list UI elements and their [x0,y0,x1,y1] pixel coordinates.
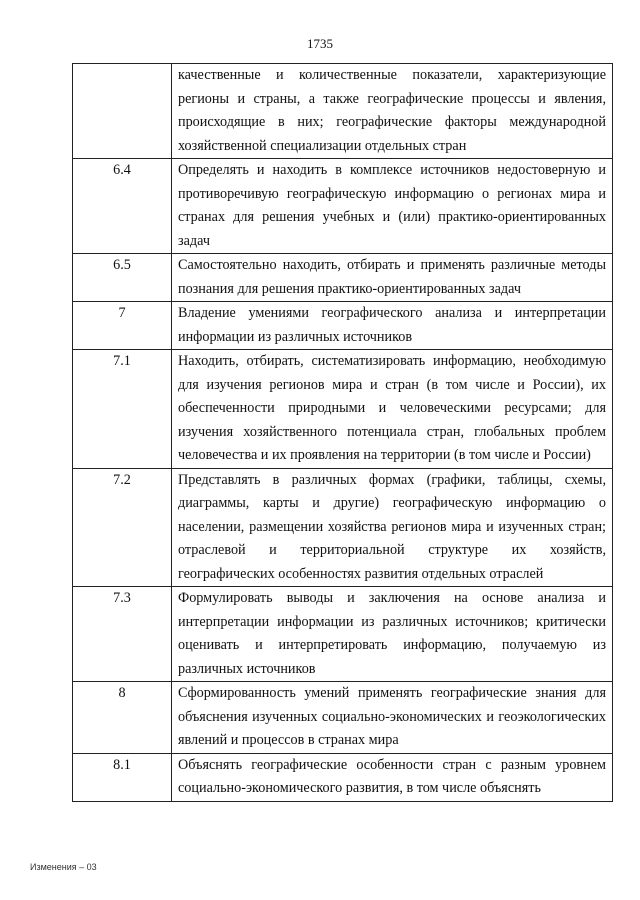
table-row [73,753,613,801]
row-text: Объяснять географические особенности стран с разным уровнем социально-экономического развития, в том числе объяснять [172,753,613,801]
row-text: Самостоятельно находить, отбирать и применять различные методы познания для решения практико-ориентированных задач [172,254,613,302]
footer-revision: Изменения – 03 [30,862,97,872]
row-text: Определять и находить в комплексе источников недостоверную и противоречивую географическую информацию о регионах мира и странах для решения учебных и (или) практико-ориентированных задач [172,159,613,254]
row-text: Сформированность умений применять географические знания для объяснения изученных социально-экономических и геоэкологических явлений и процессов в странах мира [172,682,613,754]
row-code: 6.5 [73,254,172,302]
row-text: Находить, отбирать, систематизировать информацию, необходимую для изучения регионов мира и стран (в том числе и России), их обеспеченности природными и человеческими ресурсами; для изучения хозяйственного потенциала стран, глобальных проблем человечества и их проявления на территории (в том числе и России) [172,350,613,469]
row-code: 7.2 [73,468,172,587]
row-code: 8 [73,682,172,754]
row-code: 7 [73,302,172,350]
row-text: Формулировать выводы и заключения на основе анализа и интерпретации информации из различных источников; критически оценивать и интерпретировать информацию, получаемую из различных источников [172,587,613,682]
table-row [73,64,613,159]
table-row [73,682,613,754]
table-row [73,159,613,254]
row-code: 6.4 [73,159,172,254]
table-row [73,302,613,350]
table-row [73,350,613,469]
row-text: качественные и количественные показатели, характеризующие регионы и страны, а также географические процессы и явления, происходящие в них; географические факторы международной хозяйственной специализации отдельных стран [172,64,613,159]
table-row [73,468,613,587]
page-number: 1735 [307,36,333,51]
table-row [73,587,613,682]
table-row [73,254,613,302]
row-code [73,64,172,159]
row-code: 7.3 [73,587,172,682]
row-code: 8.1 [73,753,172,801]
row-text: Владение умениями географического анализа и интерпретации информации из различных источников [172,302,613,350]
row-text: Представлять в различных формах (графики, таблицы, схемы, диаграммы, карты и другие) географическую информацию о населении, размещении хозяйства регионов мира и изученных стран; отраслевой и территориальной структуре их хозяйств, географических особенностях развития отдельных отраслей [172,468,613,587]
requirements-table [72,63,613,802]
row-code: 7.1 [73,350,172,469]
